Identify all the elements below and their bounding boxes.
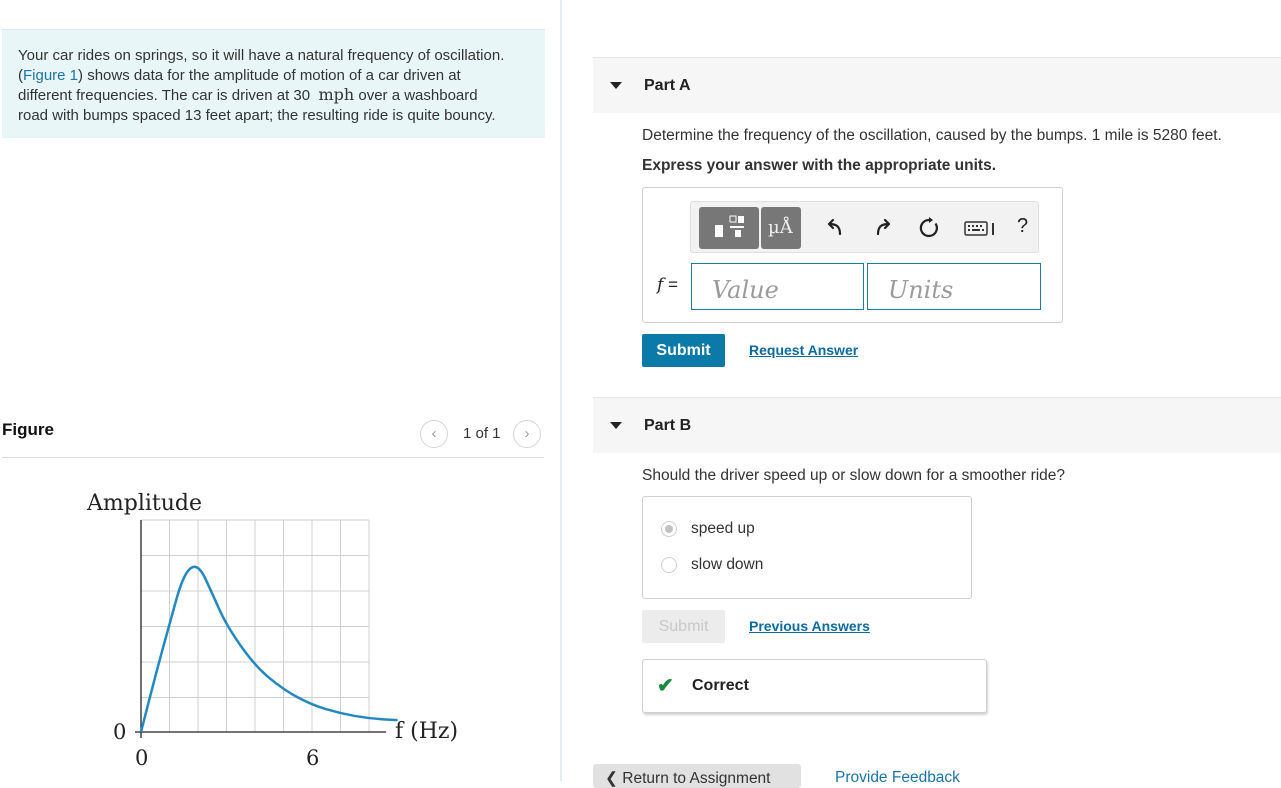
math-toolbar [690, 201, 1039, 253]
problem-line-3-rest: over a washboard [358, 87, 478, 104]
figure-link[interactable]: Figure 1 [23, 66, 79, 84]
amplitude-chart [80, 486, 480, 776]
speed-unit: mph [318, 85, 355, 104]
result-box [642, 659, 987, 713]
variable-label [657, 275, 678, 295]
option-label: slow down [691, 556, 764, 573]
chart-axes [135, 520, 386, 738]
checkmark-icon: ✔ [657, 675, 674, 697]
result-label: Correct [692, 677, 749, 694]
equals-sign: = [668, 275, 678, 294]
figure-counter: 1 of 1 [463, 425, 501, 442]
figure-title: Figure [2, 420, 54, 439]
units-label: µÅ [768, 217, 793, 238]
part-a-submit-button[interactable]: Submit [642, 334, 725, 367]
units-input[interactable] [867, 263, 1041, 310]
part-b-label: Part B [644, 417, 692, 434]
part-b-submit-button: Submit [642, 610, 725, 643]
caret-down-icon [610, 422, 622, 429]
previous-answers-link[interactable]: Previous Answers [749, 618, 870, 634]
problem-line-1: Your car rides on springs, so it will have a natural frequency of oscillation. [18, 47, 505, 64]
help-icon[interactable]: ? [1017, 215, 1029, 237]
radio-selected[interactable] [661, 521, 677, 537]
keyboard-icon[interactable] [964, 219, 998, 239]
part-b-header[interactable] [593, 397, 1281, 453]
figure-header [2, 418, 544, 458]
problem-line-3-text: different frequencies. The car is driven at 30 [18, 87, 311, 104]
part-a-instruction: Express your answer with the appropriate units. [642, 157, 997, 174]
chevron-left-icon[interactable]: ‹ [420, 420, 448, 448]
problem-line-2-rest: ) shows data for the amplitude of motion of a car driven at [78, 66, 461, 84]
radio-unselected[interactable] [661, 557, 677, 573]
problem-line-3 [18, 85, 531, 106]
part-a-label: Part A [644, 77, 691, 94]
variable-name: f [657, 275, 664, 295]
x-tick-6: 6 [306, 746, 320, 770]
option-label: speed up [691, 520, 755, 537]
radio-group [642, 496, 972, 599]
x-axis-label: f (Hz) [395, 719, 459, 744]
amplitude-curve [141, 567, 398, 732]
return-label: Return to Assignment [622, 770, 771, 787]
request-answer-link[interactable]: Request Answer [749, 342, 859, 358]
y-tick-0: 0 [113, 720, 127, 744]
problem-statement [2, 29, 545, 138]
reset-icon[interactable] [918, 216, 940, 238]
x-tick-0: 0 [135, 746, 149, 770]
units-button[interactable] [761, 207, 801, 249]
part-a-header[interactable] [593, 57, 1281, 113]
chevron-right-icon[interactable]: › [513, 420, 541, 448]
caret-down-icon [610, 82, 622, 89]
chart-grid [141, 520, 369, 732]
return-to-assignment-button[interactable]: ❮ Return to Assignment [593, 764, 801, 788]
right-pane [561, 0, 1281, 787]
problem-line-2: (Figure 1) shows data for the amplitude of motion of a car driven at [18, 66, 461, 84]
y-axis-label: Amplitude [87, 491, 203, 516]
problem-line-4: road with bumps spaced 13 feet apart; the resulting ride is quite bouncy. [18, 106, 496, 124]
redo-icon[interactable] [872, 216, 894, 238]
templates-icon[interactable] [699, 207, 759, 249]
provide-feedback-link[interactable]: Provide Feedback [835, 769, 960, 786]
answer-box [642, 187, 1063, 323]
part-a-question: Determine the frequency of the oscillation, caused by the bumps. 1 mile is 5280 feet. [642, 127, 1222, 144]
undo-icon[interactable] [824, 216, 846, 238]
left-pane [0, 0, 561, 781]
value-input[interactable] [691, 263, 864, 310]
part-b-question: Should the driver speed up or slow down for a smoother ride? [642, 467, 1066, 484]
